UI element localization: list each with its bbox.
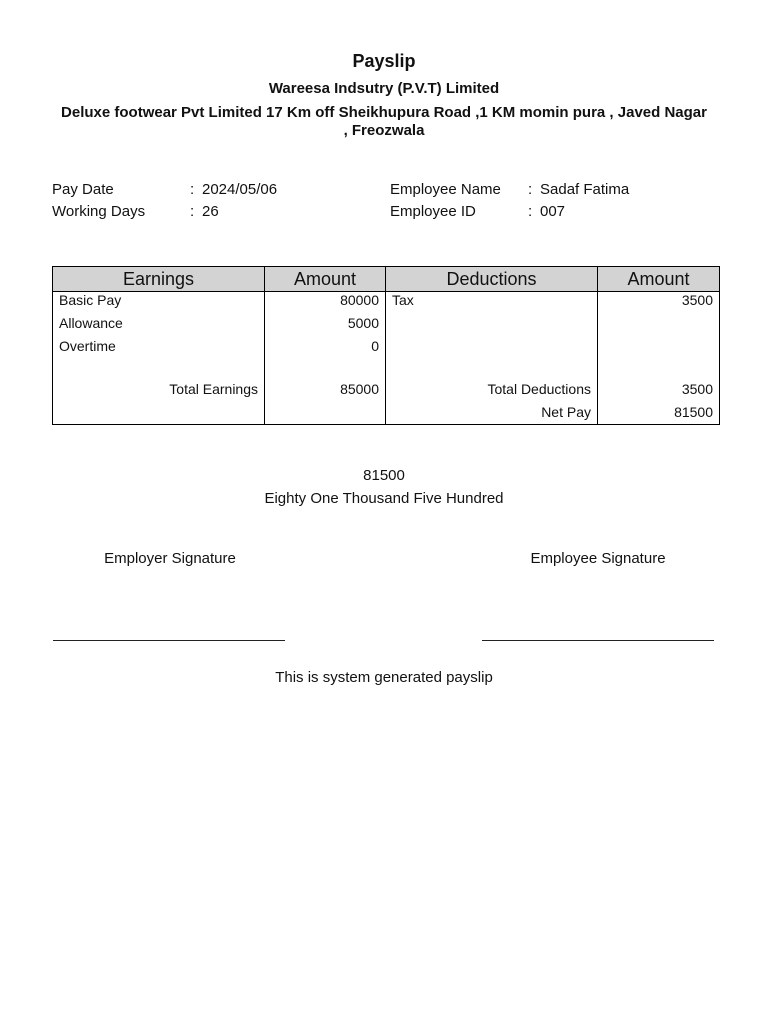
deduction-amount: 3500 <box>598 292 720 316</box>
employee-id-value: 007 <box>540 203 566 220</box>
earnings-header: Earnings <box>53 267 265 292</box>
total-deductions-value: 3500 <box>598 381 720 404</box>
earning-label: Basic Pay <box>53 292 265 316</box>
deduction-label <box>386 338 598 361</box>
deductions-amount-header: Amount <box>598 267 720 292</box>
employee-name-label: Employee Name <box>390 181 501 198</box>
net-pay-label: Net Pay <box>386 404 598 425</box>
earning-amount: 0 <box>265 338 386 361</box>
employee-signature-label: Employee Signature <box>530 550 666 567</box>
working-days-label: Working Days <box>52 203 146 220</box>
deduction-label <box>386 315 598 338</box>
net-pay-row <box>53 404 720 425</box>
employee-name-colon: : <box>528 181 533 198</box>
company-name: Wareesa Indsutry (P.V.T) Limited <box>268 80 500 97</box>
employee-id-label: Employee ID <box>390 203 476 220</box>
table-header-row <box>53 267 720 292</box>
deduction-amount <box>598 315 720 338</box>
net-pay-in-words: Eighty One Thousand Five Hundred <box>264 490 504 507</box>
deductions-header: Deductions <box>386 267 598 292</box>
system-generated-note: This is system generated payslip <box>275 669 493 686</box>
earning-amount: 80000 <box>265 292 386 316</box>
company-address: Deluxe footwear Pvt Limited 17 Km off Sheikhupura Road ,1 KM momin pura , Javed Nagar , Freozwala <box>61 104 707 139</box>
table-row <box>53 338 720 361</box>
net-pay-value: 81500 <box>598 404 720 425</box>
employer-signature-label: Employer Signature <box>104 550 236 567</box>
earning-label: Allowance <box>53 315 265 338</box>
earnings-deductions-table <box>52 266 720 425</box>
total-deductions-label: Total Deductions <box>386 381 598 404</box>
deduction-amount <box>598 338 720 361</box>
net-pay-amount: 81500 <box>363 467 405 484</box>
table-row <box>53 315 720 338</box>
payslip-title: Payslip <box>352 51 416 71</box>
pay-date-label: Pay Date <box>52 181 114 198</box>
employee-id-colon: : <box>528 203 533 220</box>
table-spacer-row <box>53 361 720 381</box>
employee-signature-line <box>482 640 714 641</box>
earnings-amount-header: Amount <box>265 267 386 292</box>
total-earnings-label: Total Earnings <box>53 381 265 404</box>
total-earnings-value: 85000 <box>265 381 386 404</box>
totals-row <box>53 381 720 404</box>
pay-date-colon: : <box>190 181 195 198</box>
working-days-value: 26 <box>202 203 219 220</box>
earning-label: Overtime <box>53 338 265 361</box>
table-row <box>53 292 720 316</box>
deduction-label: Tax <box>386 292 598 316</box>
employer-signature-line <box>53 640 285 641</box>
pay-date-value: 2024/05/06 <box>202 181 278 198</box>
working-days-colon: : <box>190 203 195 220</box>
employee-name-value: Sadaf Fatima <box>540 181 630 198</box>
earning-amount: 5000 <box>265 315 386 338</box>
